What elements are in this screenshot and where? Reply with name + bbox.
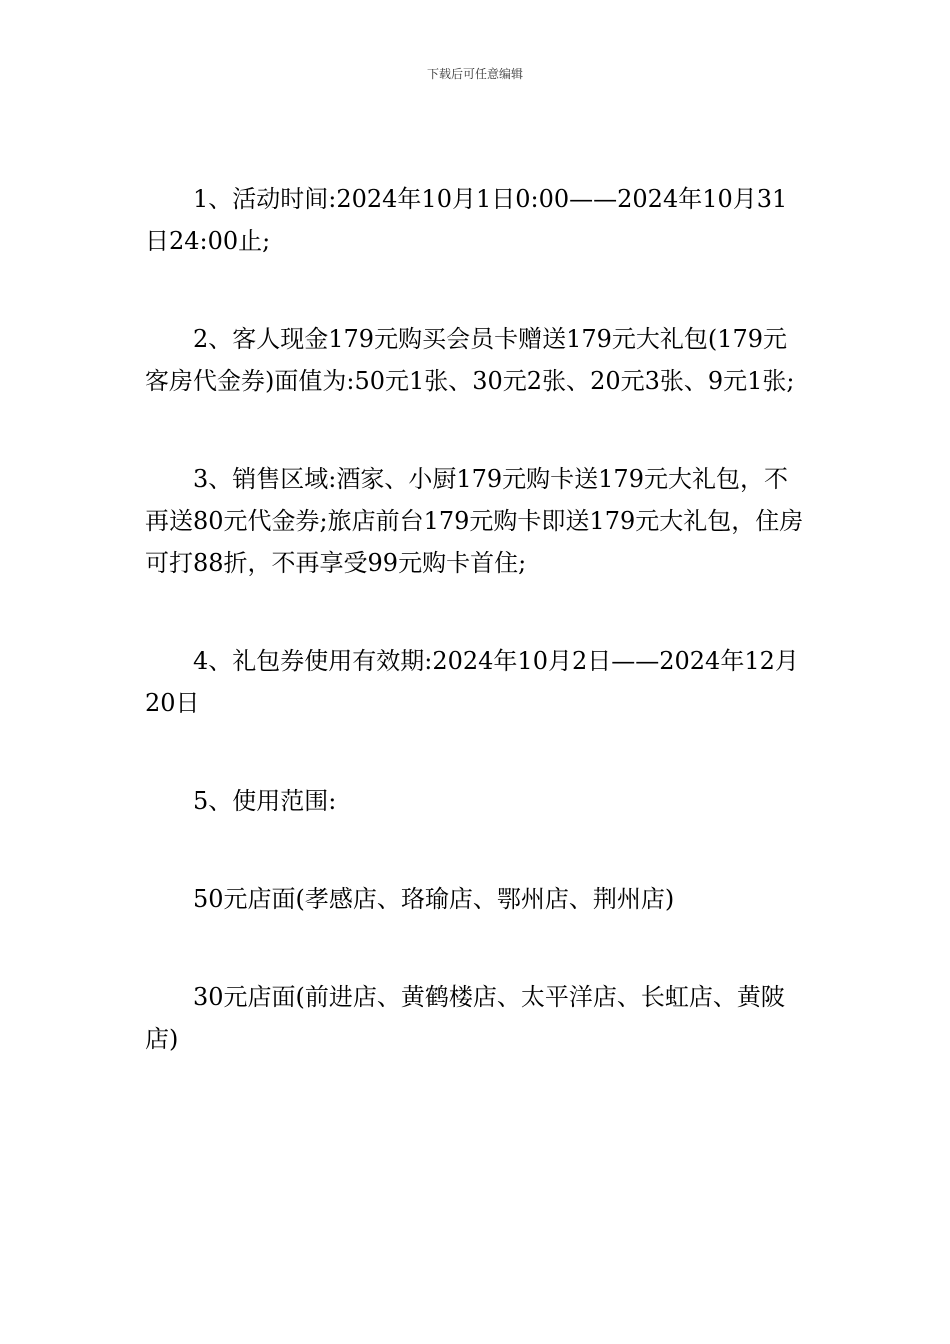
paragraph-usage-scope: 5、使用范围: [193,787,337,815]
paragraph-30-yuan-stores: 30元店面(前进店、黄鹤楼店、太平洋店、长虹店、黄陂店) [145,983,785,1053]
paragraph-50-yuan-stores: 50元店面(孝感店、珞瑜店、鄂州店、荆州店) [193,885,675,913]
paragraph-validity-period: 4、礼包券使用有效期:2024年10月2日——2024年12月20日 [145,647,799,717]
paragraph-membership-offer: 2、客人现金179元购买会员卡赠送179元大礼包(179元客房代金券)面值为:50元1张、30元2张、20元3张、9元1张; [145,325,795,395]
paragraph-activity-time: 1、活动时间:2024年10月1日0:00——2024年10月31日24:00止; [145,185,788,255]
paragraph-sales-area: 3、销售区域:酒家、小厨179元购卡送179元大礼包，不再送80元代金券;旅店前台179元购卡即送179元大礼包，住房可打88折，不再享受99元购卡首住; [145,465,804,577]
page-header: 下载后可任意编辑 [426,67,523,81]
document-body [145,178,810,1060]
